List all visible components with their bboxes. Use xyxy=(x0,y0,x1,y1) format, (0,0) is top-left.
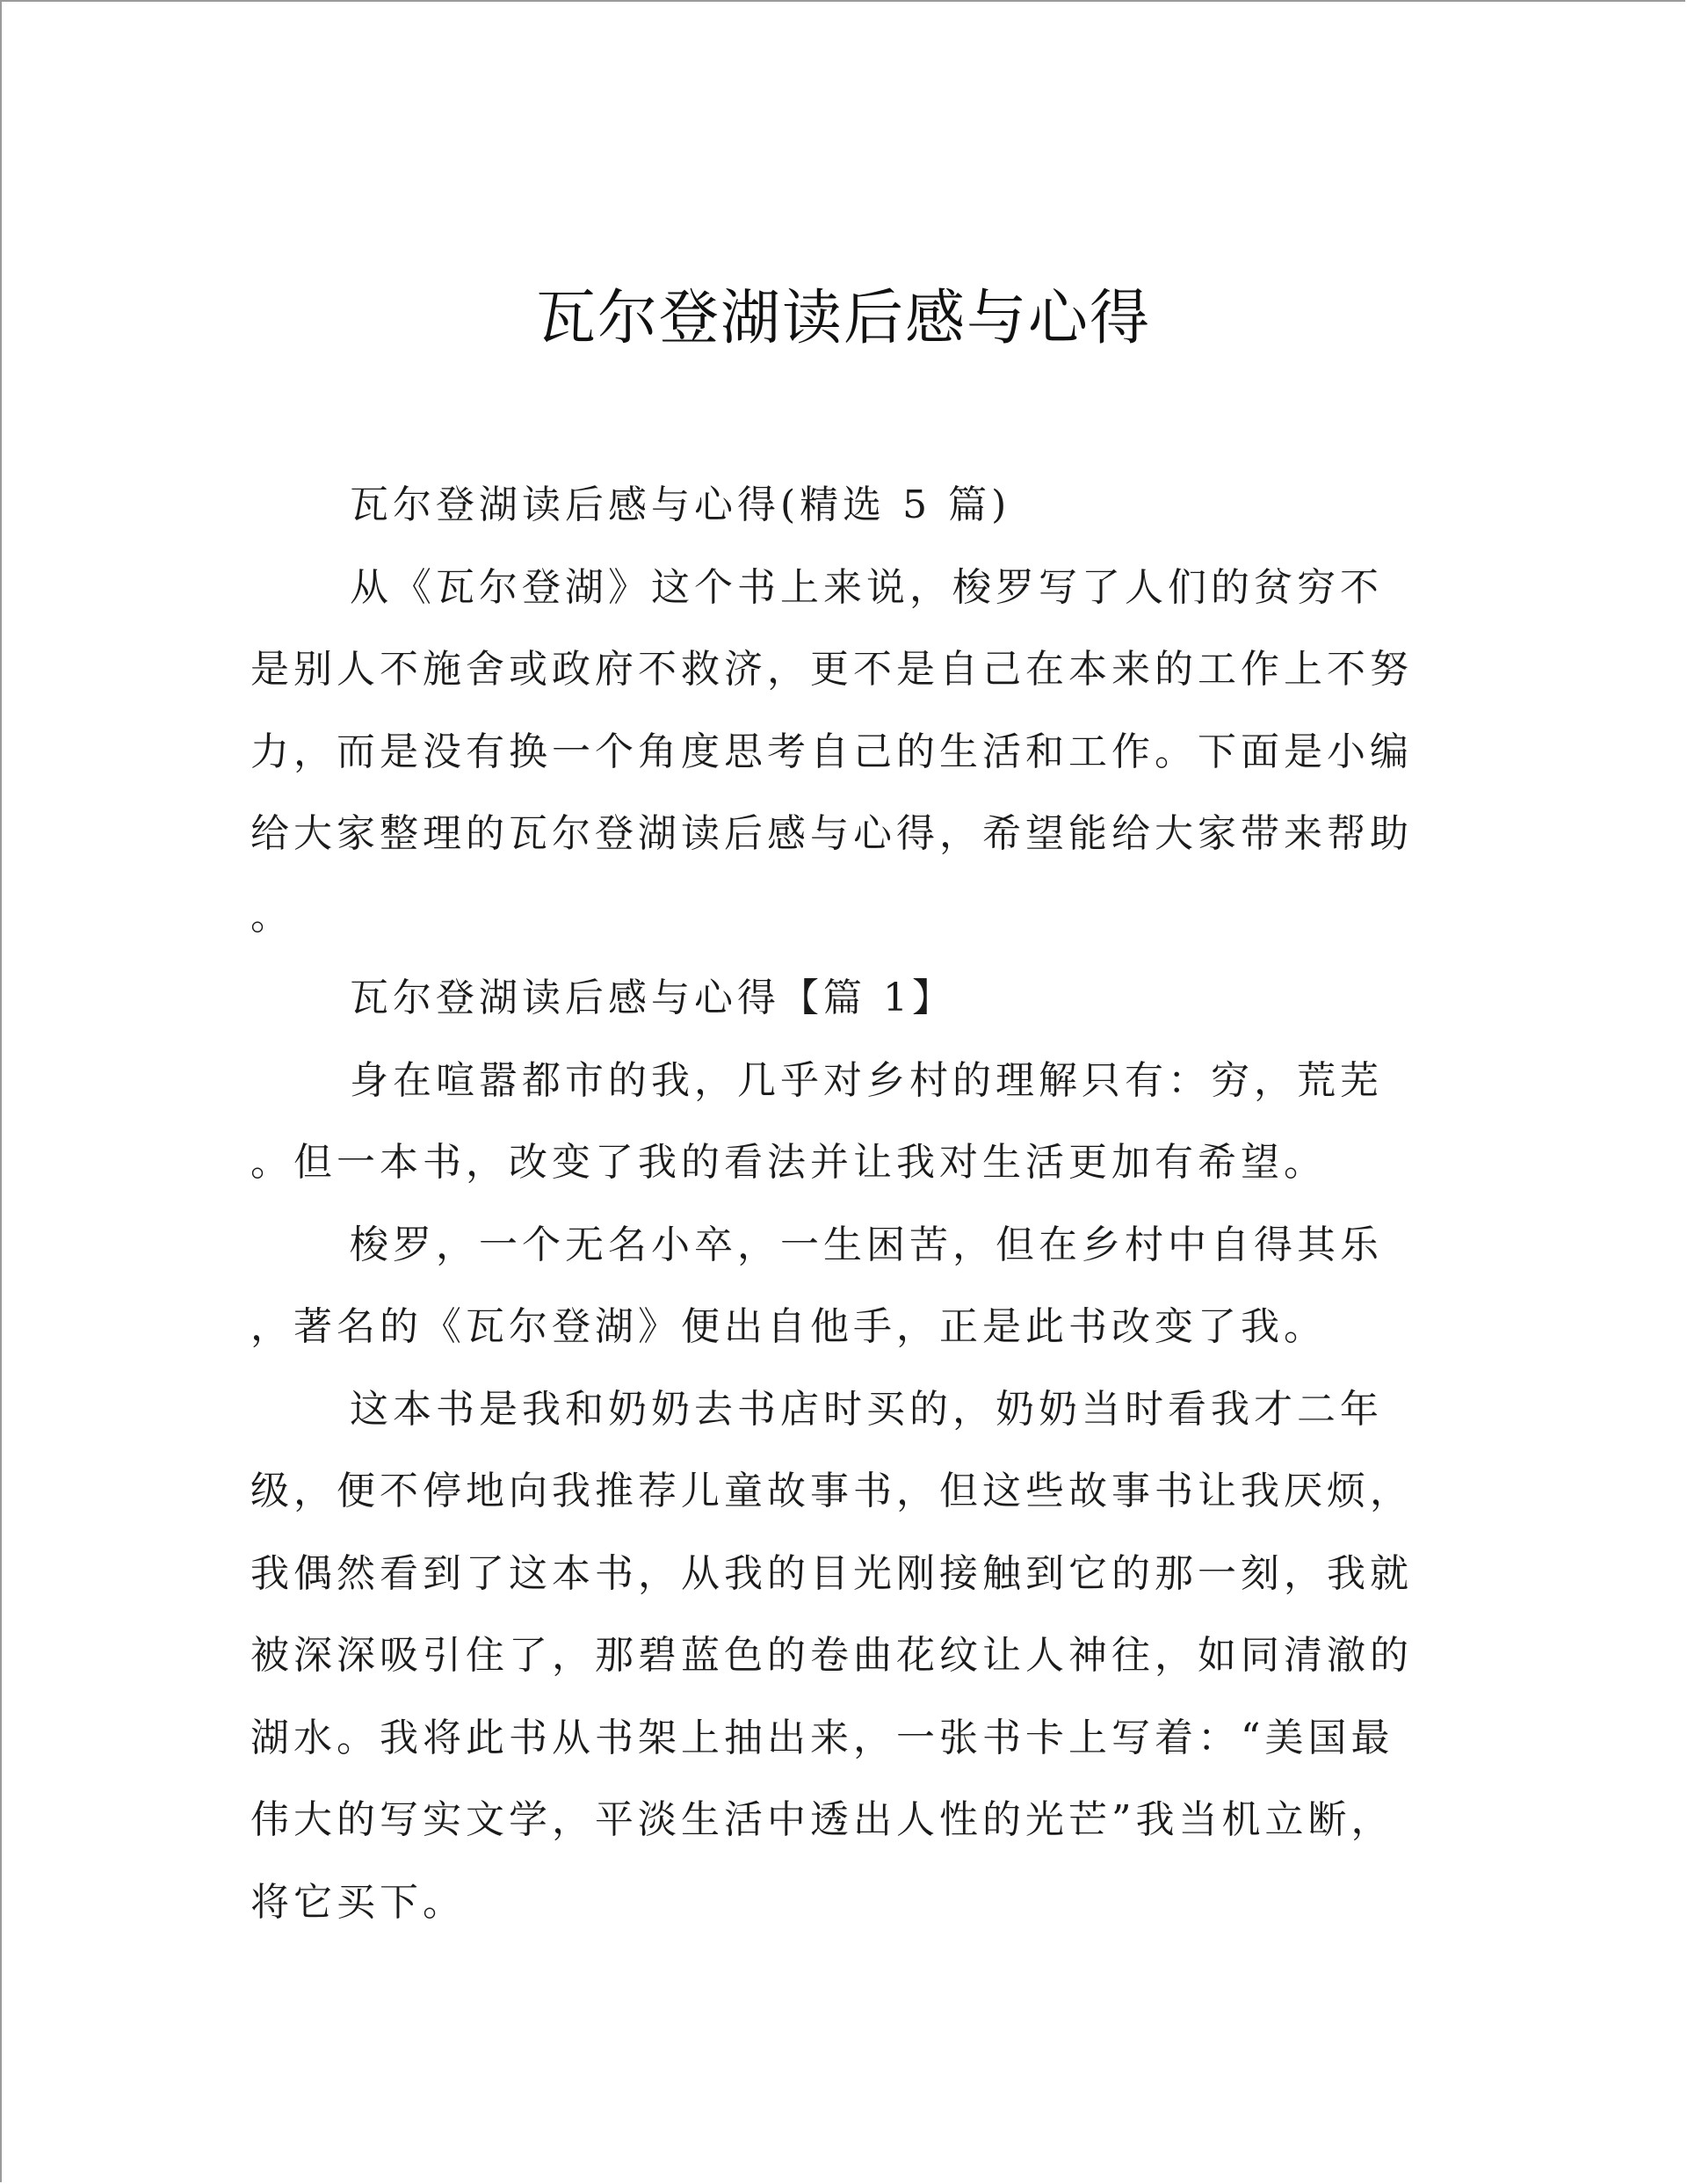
text-line: 是别人不施舍或政府不救济，更不是自己在本来的工作上不努 xyxy=(250,647,1413,692)
paragraph xyxy=(250,547,1445,958)
text-line: 级，便不停地向我推荐儿童故事书，但这些故事书让我厌烦， xyxy=(250,1469,1413,1513)
text-line: 被深深吸引住了，那碧蓝色的卷曲花纹让人神往，如同清澈的 xyxy=(250,1633,1413,1678)
text-line: 这本书是我和奶奶去书店时买的，奶奶当时看我才二年 xyxy=(350,1386,1383,1432)
paragraph xyxy=(250,1040,1445,1204)
document-title: 瓦尔登湖读后感与心得 xyxy=(535,284,1151,353)
text-line: 将它买下。 xyxy=(250,1879,466,1925)
text-line: 从《瓦尔登湖》这个书上来说，梭罗写了人们的贫穷不 xyxy=(350,564,1383,610)
text-line: 我偶然看到了这本书，从我的目光刚接触到它的那一刻，我就 xyxy=(250,1550,1413,1596)
paragraph xyxy=(250,1204,1445,1368)
paragraph xyxy=(250,957,1445,1040)
text-line: 。 xyxy=(250,893,293,939)
text-line: 梭罗，一个无名小卒，一生困苦，但在乡村中自得其乐 xyxy=(350,1222,1383,1267)
paragraph xyxy=(250,464,1445,547)
text-line: 湖水。我将此书从书架上抽出来，一张书卡上写着：“美国最 xyxy=(250,1715,1394,1760)
text-line: 力，而是没有换一个角度思考自己的生活和工作。下面是小编 xyxy=(250,729,1413,774)
text-line: ，著名的《瓦尔登湖》便出自他手，正是此书改变了我。 xyxy=(250,1304,1327,1349)
paragraph xyxy=(250,1368,1445,1944)
document-body xyxy=(250,464,1445,1943)
text-line: 身在喧嚣都市的我，几乎对乡村的理解只有：穷，荒芜 xyxy=(350,1057,1383,1103)
text-line: 。但一本书，改变了我的看法并让我对生活更加有希望。 xyxy=(250,1140,1327,1185)
text-line: 伟大的写实文学，平淡生活中透出人性的光芒”我当机立断， xyxy=(250,1797,1394,1842)
text-line: 瓦尔登湖读后感与心得【篇 1】 xyxy=(350,976,955,1020)
text-line: 瓦尔登湖读后感与心得(精选 5 篇) xyxy=(350,483,1011,527)
text-line: 给大家整理的瓦尔登湖读后感与心得，希望能给大家带来帮助 xyxy=(250,811,1413,856)
